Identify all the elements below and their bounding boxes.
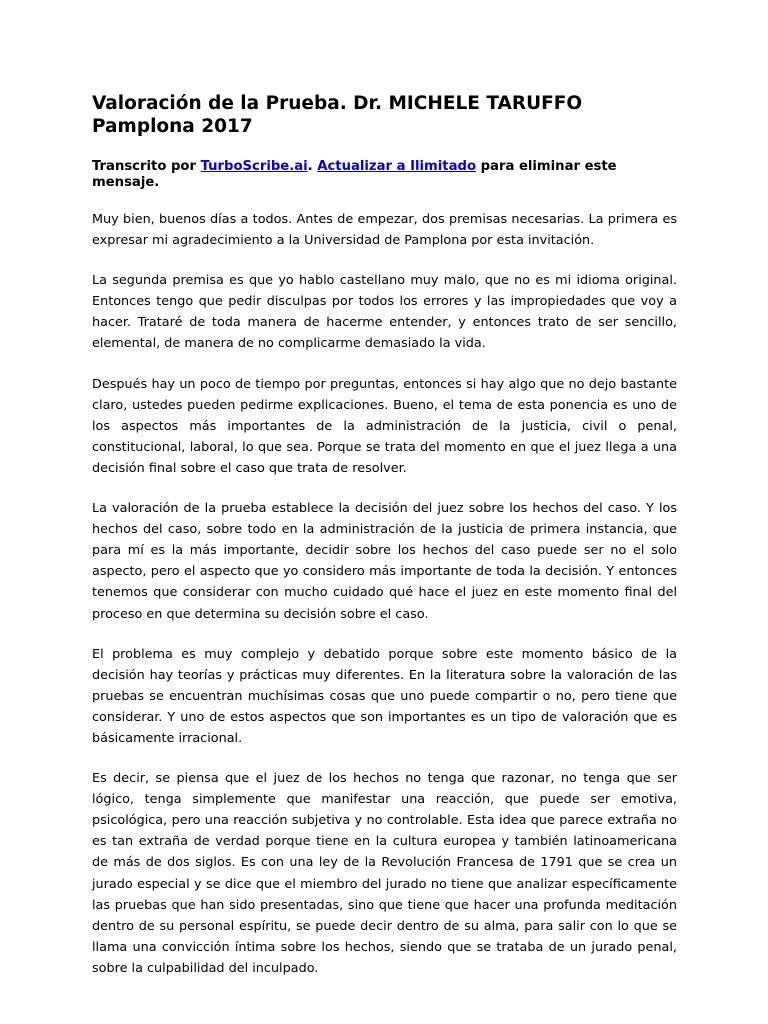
paragraph-4: La valoración de la prueba establece la decisión del juez sobre los hechos del caso. Y los hechos del caso, sobre todo en la administración de la justicia de primera instancia, que para mí es la más importante, decidir sobre los hechos del caso puede ser no el solo aspecto, pero el aspecto que yo considero más importante de toda la decisión. Y entonces tenemos que considerar con mucho cuidado qué hace el juez en este momento final del proceso en que determina su decisión sobre el caso. [92, 501, 677, 622]
notice-suffix: para eliminar este mensaje. [92, 159, 617, 190]
paragraph-3: Después hay un poco de tiempo por preguntas, entonces si hay algo que no dejo bastante claro, ustedes pueden pedirme explicaciones. Bueno, el tema de esta ponencia es uno de los aspectos más importantes de la administración de la justicia, civil o penal, constitucional, laboral, lo que sea. Porque se trata del momento en que el juez llega a una decisión final sobre el caso que trata de resolver. [92, 376, 677, 476]
paragraph-6: Es decir, se piensa que el juez de los hechos no tenga que razonar, no tenga que ser lógico, tenga simplemente que manifestar una reacción, que puede ser emotiva, psicológica, pero una reacción subjetiva y no controlable. Esta idea que parece extraña no es tan extraña de verdad porque tiene en la cultura europea y también latinoamericana de más de dos siglos. Es con una ley de la Revolución Francesa de 1791 que se crea un jurado especial y se dice que el miembro del jurado no tiene que analizar específicamente las pruebas que han sido presentadas, sino que tiene que hacer una profunda meditación dentro de su personal espíritu, se puede decir dentro de su alma, para salir con lo que se llama una convicción íntima sobre los hechos, siendo que se trataba de un jurado penal, sobre la culpabilidad del inculpado. [92, 771, 677, 976]
paragraph-1: Muy bien, buenos días a todos. Antes de empezar, dos premisas necesarias. La primera es expresar mi agradecimiento a la Universidad de Pamplona por esta invitación. [92, 212, 677, 249]
paragraph-2: La segunda premisa es que yo hablo castellano muy malo, que no es mi idioma original. Entonces tengo que pedir disculpas por todos los errores y las impropiedades que voy a hacer. Trataré de toda manera de hacerme entender, y entonces trato de ser sencillo, elemental, de manera de no complicarme demasiado la vida. [92, 273, 677, 352]
notice-separator: . [307, 159, 318, 174]
paragraph-5: El problema es muy complejo y debatido porque sobre este momento básico de la decisión hay teorías y prácticas muy diferentes. En la literatura sobre la valoración de las pruebas se encuentran muchísimas cosas que uno puede compartir o no, pero tiene que considerar. Y uno de estos aspectos que son importantes es un tipo de valoración que es básicamente irracional. [92, 646, 677, 746]
turboscribe-link[interactable]: TurboScribe.ai [200, 159, 308, 174]
upgrade-unlimited-link[interactable]: Actualizar a Ilimitado [317, 159, 477, 174]
notice-prefix: Transcrito por [92, 159, 201, 174]
document-title: Valoración de la Prueba. Dr. MICHELE TARUFFO Pamplona 2017 [92, 93, 583, 137]
document-page [92, 92, 677, 979]
transcription-notice [92, 159, 677, 191]
